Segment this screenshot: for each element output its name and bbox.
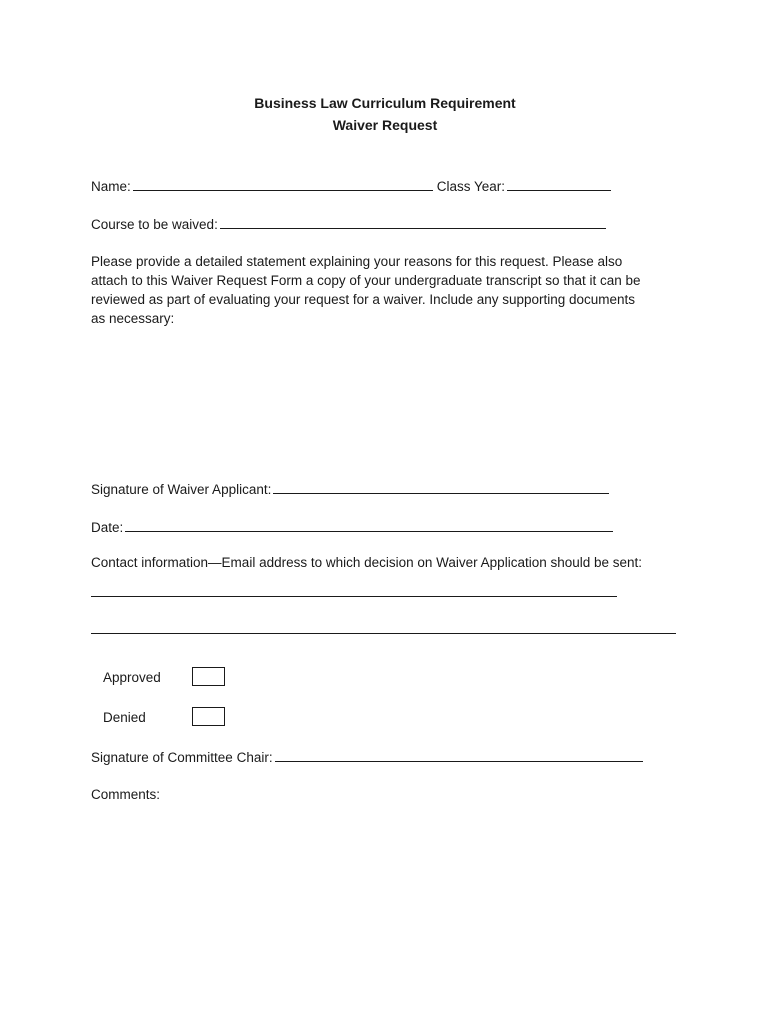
date-row (91, 518, 613, 535)
name-field[interactable] (133, 177, 433, 191)
approved-checkbox[interactable] (192, 667, 225, 686)
course-row (91, 215, 606, 232)
course-field[interactable] (220, 215, 606, 229)
course-label: Course to be waived: (91, 217, 218, 232)
applicant-signature-label: Signature of Waiver Applicant: (91, 482, 272, 497)
denied-label: Denied (103, 710, 146, 725)
comments-area[interactable] (91, 810, 676, 990)
name-label: Name: (91, 179, 131, 194)
chair-signature-row (91, 748, 643, 765)
date-label: Date: (91, 520, 124, 535)
date-field[interactable] (125, 518, 613, 532)
applicant-signature-row (91, 480, 609, 497)
email-field[interactable] (91, 596, 617, 597)
denied-checkbox[interactable] (192, 707, 225, 726)
instructions-text: Please provide a detailed statement explaining your reasons for this request. Please also attach to this Waiver Request Form a copy of your undergraduate transcript so that it can be reviewed as part of evaluating your request for a waiver. Include any supporting documents as necessary: (91, 254, 641, 326)
contact-row (91, 555, 642, 570)
comments-row (91, 787, 160, 802)
class-year-label: Class Year: (436, 179, 506, 194)
contact-label: Contact information—Email address to which decision on Waiver Application should be sent: (91, 555, 643, 570)
applicant-signature-field[interactable] (273, 480, 609, 494)
chair-signature-label: Signature of Committee Chair: (91, 750, 273, 765)
class-year-field[interactable] (507, 177, 611, 191)
statement-area[interactable] (91, 335, 651, 470)
form-title: Business Law Curriculum Requirement (254, 95, 516, 111)
name-row (91, 177, 611, 194)
chair-signature-field[interactable] (275, 748, 643, 762)
form-subtitle: Waiver Request (332, 117, 438, 133)
section-divider (91, 633, 676, 634)
comments-label: Comments: (91, 787, 161, 802)
approved-label: Approved (103, 670, 161, 685)
